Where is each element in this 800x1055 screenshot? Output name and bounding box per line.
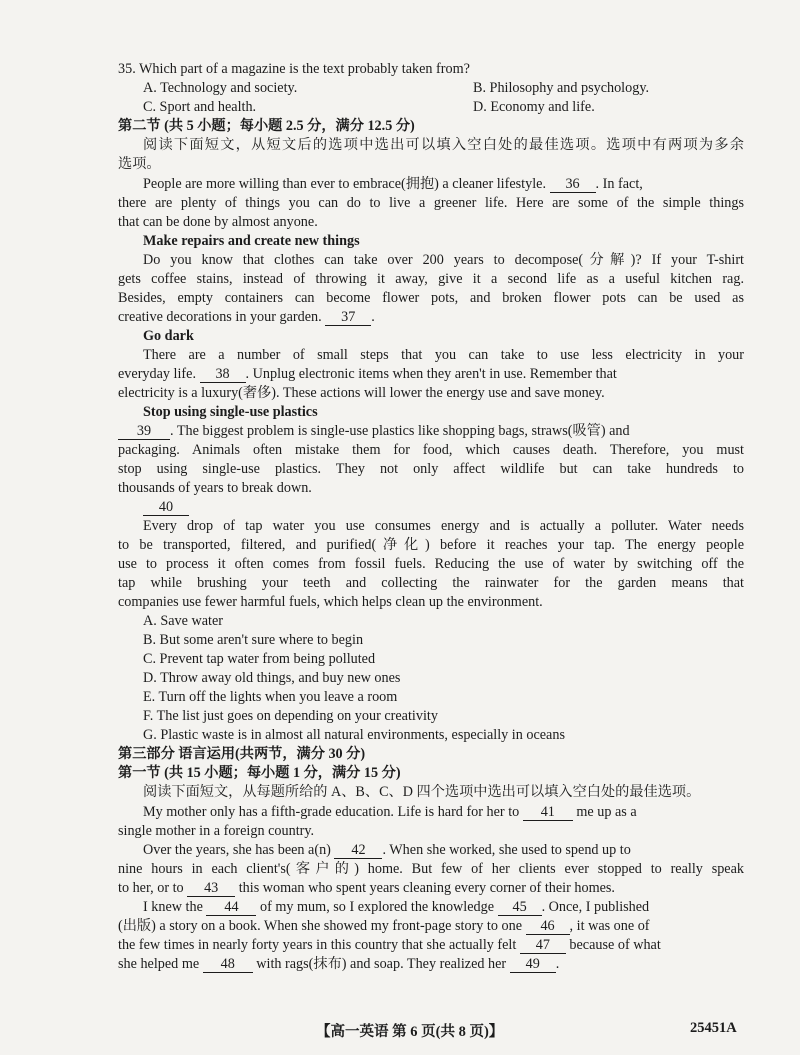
section-2-instruction: 阅读下面短文，从短文后的选项中选出可以填入空白处的最佳选项。选项中有两项为多余 [143,137,744,153]
passage-line: that can be done by almost anyone. [118,214,318,230]
passage-line: tap while brushing your teeth and collecting the rainwater for the garden means that [118,575,744,591]
blank-42: 42 [334,843,382,859]
passage-line: gets coffee stains, instead of throwing it away, give it a second life as a useful kitchen rag. [118,271,744,287]
story-line: I knew the 44 of my mum, so I explored the knowledge 45 . Once, I published [143,899,650,915]
blank-37: 37 [325,310,371,326]
passage-subheading: Make repairs and create new things [143,233,360,249]
blank-49: 49 [510,957,556,973]
blank-46: 46 [526,919,570,935]
passage-line: companies use fewer harmful fuels, which helps clean up the environment. [118,594,543,610]
section-2-instruction-cont: 选项。 [118,156,161,172]
option-a: A. Technology and society. [143,80,298,96]
passage-line [143,498,769,517]
question-35-stem: 35. Which part of a magazine is the text probably taken from? [118,61,470,77]
passage-line: 39 . The biggest problem is single-use plastics like shopping bags, straws(吸管) and [118,422,744,441]
option-item: B. But some aren't sure where to begin [143,632,364,648]
blank-36: 36 [550,177,596,193]
page-footer: 【高一英语 第 6 页(共 8 页)】 [316,1024,504,1040]
passage-line: Do you know that clothes can take over 200 years to decompose(分解)? If your T-shirt [143,252,744,268]
blank-40: 40 [143,500,189,516]
passage-line: creative decorations in your garden. 37 . [118,309,375,325]
passage-line: there are plenty of things you can do to live a greener life. Here are some of the simple things [118,195,744,211]
blank-48: 48 [203,957,253,973]
passage-line: to be transported, filtered, and purified(净化) before it reaches your tap. The energy people [118,537,744,553]
option-item: C. Prevent tap water from being polluted [143,651,376,667]
option-item: A. Save water [143,613,223,629]
passage-subheading: Stop using single-use plastics [143,404,318,420]
exam-code: 25451A [690,1020,737,1036]
option-item: D. Throw away old things, and buy new ones [143,670,401,686]
story-line: she helped me 48 with rags(抹布) and soap. They realized her 49 . [118,956,560,972]
story-line: to her, or to 43 this woman who spent years cleaning every corner of their homes. [118,880,615,896]
passage-line: People are more willing than ever to embrace(拥抱) a cleaner lifestyle. 36 . In fact, [143,176,643,192]
story-line: (出版) a story on a book. When she showed my front-page story to one 46 , it was one of [118,918,650,934]
part-3-heading: 第三部分 语言运用(共两节，满分 30 分) [118,746,366,762]
story-line: nine hours in each client's(客户的) home. But few of her clients ever stopped to really speak [118,861,744,877]
passage-line: everyday life. 38 . Unplug electronic items when they aren't in use. Remember that [118,366,617,382]
part-3-instruction: 阅读下面短文，从每题所给的 A、B、C、D 四个选项中选出可以填入空白处的最佳选项。 [143,784,701,800]
passage-line: Besides, empty containers can become flower pots, and broken flower pots can be used as [118,290,744,306]
story-line: My mother only has a fifth-grade education. Life is hard for her to 41 me up as a [143,804,637,820]
part-3-section-1-heading: 第一节 (共 15 小题；每小题 1 分，满分 15 分) [118,765,401,781]
blank-47: 47 [520,938,566,954]
passage-line: thousands of years to break down. [118,480,312,496]
passage-line: packaging. Animals often mistake them for food, which causes death. Therefore, you must [118,442,744,458]
passage-subheading: Go dark [143,328,194,344]
blank-45: 45 [498,900,542,916]
option-item: G. Plastic waste is in almost all natural environments, especially in oceans [143,727,565,743]
blank-38: 38 [200,367,246,383]
passage-line: There are a number of small steps that you can take to use less electricity in your [143,347,744,363]
question-35-options-row-1 [143,79,769,98]
option-item: E. Turn off the lights when you leave a room [143,689,398,705]
blank-39: 39 [118,424,170,440]
passage-line: use to process it often comes from fossil fuels. Reducing the use of water by switching off the [118,556,744,572]
blank-43: 43 [187,881,235,897]
story-line: the few times in nearly forty years in this country that she actually felt 47 because of what [118,937,661,953]
passage-line: Every drop of tap water you use consumes energy and is actually a polluter. Water needs [143,518,744,534]
option-b: B. Philosophy and psychology. [473,80,650,96]
passage-line: stop using single-use plastics. They not only affect wildlife but can take hundreds to [118,461,744,477]
option-c: C. Sport and health. [143,99,257,115]
passage-line: electricity is a luxury(奢侈). These actions will lower the energy use and save money. [118,385,605,401]
option-item: F. The list just goes on depending on your creativity [143,708,438,724]
story-line: Over the years, she has been a(n) 42 . When she worked, she used to spend up to [143,842,631,858]
blank-41: 41 [523,805,573,821]
section-2-heading: 第二节 (共 5 小题；每小题 2.5 分，满分 12.5 分) [118,118,415,134]
option-d: D. Economy and life. [473,99,595,115]
question-35-options-row-2 [143,98,769,117]
story-line: single mother in a foreign country. [118,823,315,839]
blank-44: 44 [206,900,256,916]
